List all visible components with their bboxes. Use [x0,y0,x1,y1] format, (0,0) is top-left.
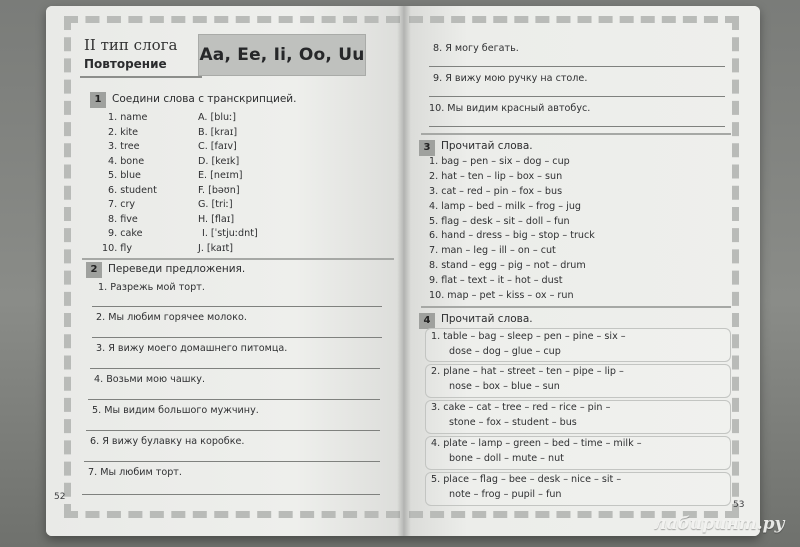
sentence-to-translate: 6. Я вижу булавку на коробке. [90,436,245,447]
answer-line [429,96,725,97]
transcription: E. [neɪm] [198,170,243,181]
right-page [403,6,760,536]
transcription: G. [triː] [198,199,233,210]
sentence-to-translate: 8. Я могу бегать. [433,43,519,54]
match-word: 8. five [108,214,138,225]
left-page [46,6,403,536]
book-spine [397,6,411,536]
page-number-right: 53 [733,500,745,510]
answer-line [88,399,380,400]
task-1-badge: 1 [90,92,106,108]
word-row: 3. cat – red – pin – fox – bus [429,186,563,197]
word-row: 2. hat – ten – lip – box – sun [429,171,563,182]
transcription: H. [flaɪ] [198,214,235,225]
transcription: F. [bəʊn] [198,185,240,196]
transcription: I. [ˈstjuːdnt] [202,228,258,239]
answer-line [84,461,380,462]
answer-line [92,306,382,307]
transcription: C. [faɪv] [198,141,237,152]
task-2-title: Переведи предложения. [108,263,246,275]
syllable-type-heading: II тип слога [84,36,178,54]
open-workbook [46,6,760,536]
word-row-continued: nose – box – blue – sun [449,381,560,392]
word-row: 4. plate – lamp – green – bed – time – milk – [431,438,642,449]
match-word: 7. cry [108,199,136,210]
letters-banner: Aa, Ee, Ii, Oo, Uu [198,34,366,76]
transcription: B. [kraɪ] [198,127,238,138]
word-row-continued: note – frog – pupil – fun [449,489,562,500]
sentence-to-translate: 7. Мы любим торт. [88,467,182,478]
task-2-badge: 2 [86,262,102,278]
section-divider [82,258,394,260]
task-3-badge: 3 [419,140,435,156]
match-word: 3. tree [108,141,140,152]
review-heading: Повторение [84,57,167,71]
match-word: 6. student [108,185,157,196]
word-row: 1. table – bag – sleep – pen – pine – six – [431,331,626,342]
heading-rule [80,76,202,78]
word-row: 3. cake – cat – tree – red – rice – pin – [431,402,611,413]
word-row: 7. man – leg – ill – on – cut [429,245,556,256]
sentence-to-translate: 9. Я вижу мою ручку на столе. [433,73,588,84]
sentence-to-translate: 10. Мы видим красный автобус. [429,103,591,114]
word-row: 9. flat – text – it – hot – dust [429,275,563,286]
sentence-to-translate: 1. Разрежь мой торт. [98,282,205,293]
task-4-badge: 4 [419,313,435,329]
sentence-to-translate: 2. Мы любим горячее молоко. [96,312,247,323]
word-row: 1. bag – pen – six – dog – cup [429,156,570,167]
word-row: 5. place – flag – bee – desk – nice – sit – [431,474,622,485]
match-word: 2. kite [108,127,139,138]
answer-line [90,368,380,369]
word-row-continued: bone – doll – mute – nut [449,453,564,464]
word-row-continued: dose – dog – glue – cup [449,346,561,357]
page-number-left: 52 [54,492,66,502]
answer-line [82,494,380,495]
answer-line [86,430,380,431]
match-word: 9. cake [108,228,143,239]
sentence-to-translate: 5. Мы видим большого мужчину. [92,405,259,416]
match-word: 10. fly [102,243,133,254]
transcription: A. [bluː] [198,112,237,123]
word-row: 6. hand – dress – big – stop – truck [429,230,595,241]
sentence-to-translate: 3. Я вижу моего домашнего питомца. [96,343,288,354]
task-1-title: Соедини слова с транскрипцией. [112,93,297,105]
watermark-logo: лабиринт.ру [654,514,785,534]
section-divider [421,306,731,308]
task-3-title: Прочитай слова. [441,140,533,152]
answer-line [429,66,725,67]
match-word: 1. name [108,112,148,123]
match-word: 4. bone [108,156,145,167]
transcription: D. [keɪk] [198,156,240,167]
answer-line [429,126,725,127]
word-row: 10. map – pet – kiss – ox – run [429,290,574,301]
sentence-to-translate: 4. Возьми мою чашку. [94,374,206,385]
match-word: 5. blue [108,170,141,181]
word-row-continued: stone – fox – student – bus [449,417,577,428]
word-row: 8. stand – egg – pig – not – drum [429,260,586,271]
word-row: 5. flag – desk – sit – doll – fun [429,216,570,227]
transcription: J. [kaɪt] [198,243,234,254]
word-row: 4. lamp – bed – milk – frog – jug [429,201,581,212]
section-divider [421,133,731,135]
word-row: 2. plane – hat – street – ten – pipe – lip – [431,366,624,377]
task-4-title: Прочитай слова. [441,313,533,325]
answer-line [92,337,382,338]
